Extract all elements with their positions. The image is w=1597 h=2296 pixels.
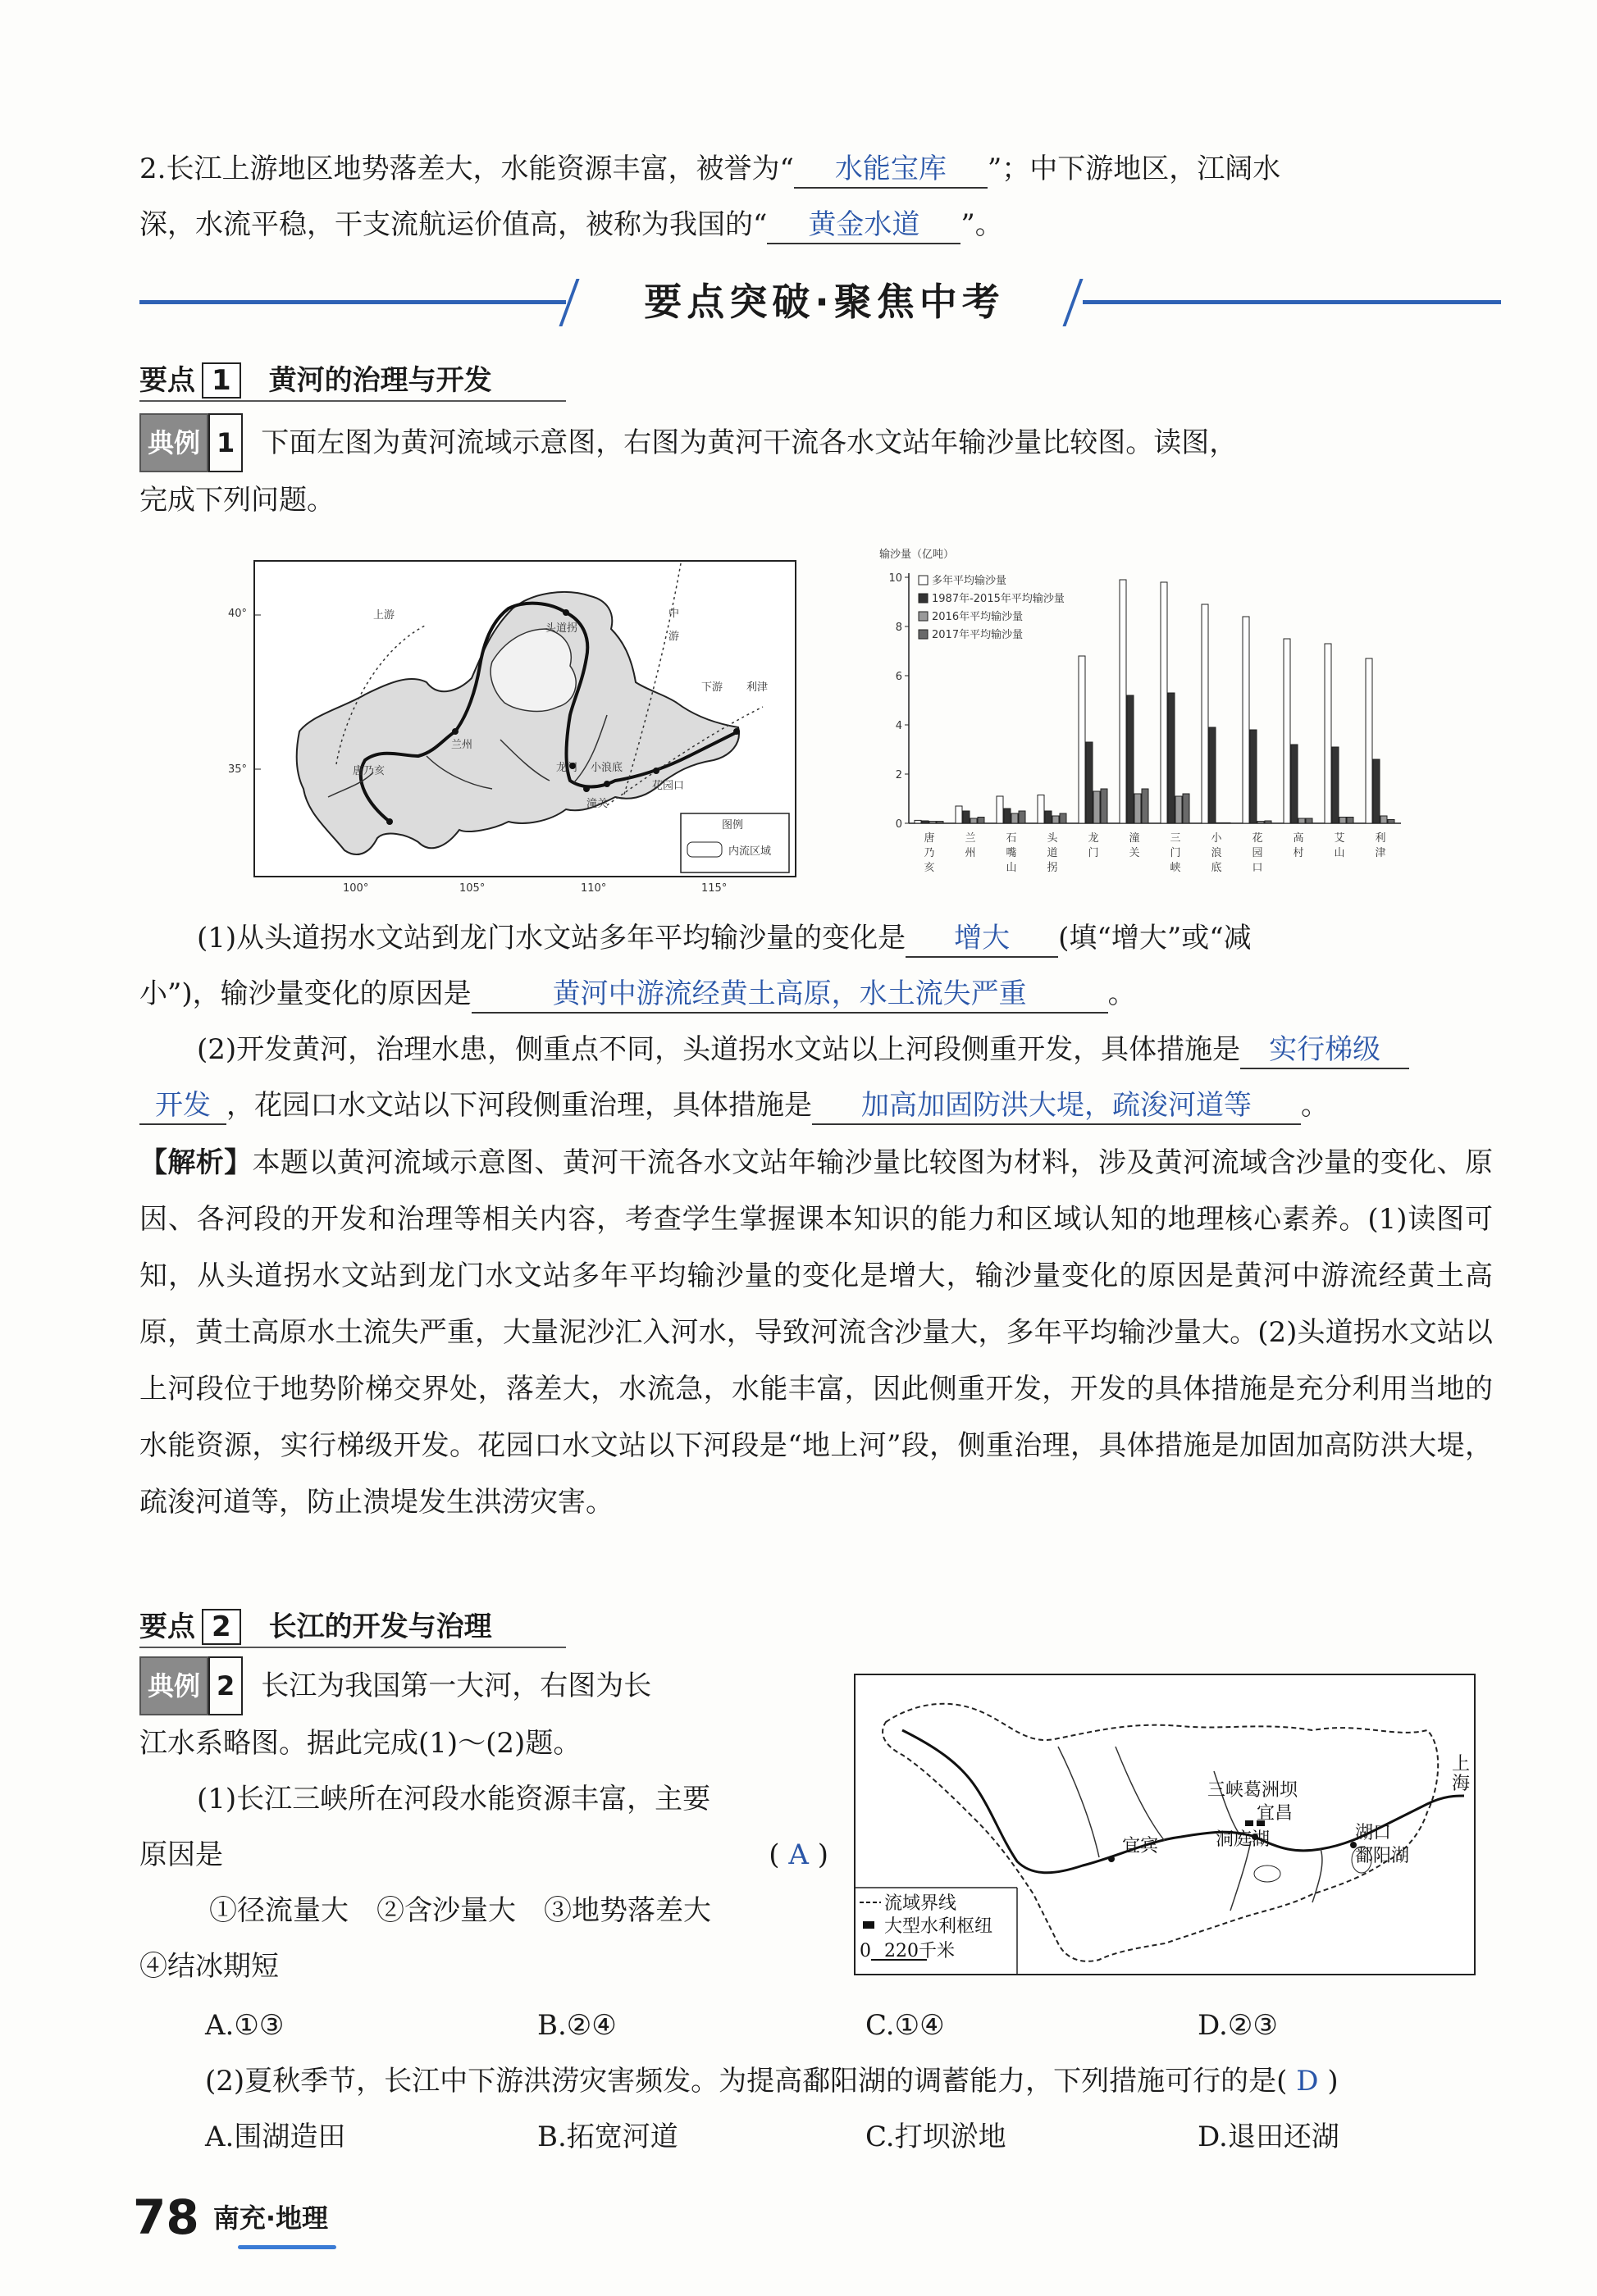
station-dot	[563, 609, 569, 616]
choice-answer-value[interactable]: D	[1296, 2065, 1319, 2098]
legend-label: 1987年-2015年平均输沙量	[932, 593, 1065, 605]
reach-label-middle: 中	[668, 608, 680, 620]
bar	[1079, 656, 1085, 823]
bar	[1168, 693, 1175, 823]
bar	[1161, 582, 1167, 823]
station-label: 唐乃亥	[353, 765, 386, 777]
bar	[1332, 747, 1339, 823]
category-label: 津	[1375, 847, 1386, 859]
lon-label: 115°	[701, 882, 728, 895]
city-dot	[1108, 1856, 1115, 1862]
review-question-2: 2.长江上游地区地势落差大，水能资源丰富，被誉为“ 水能宝库 ”；中下游地区，江阔水 深，水流平稳，干支流航运价值高，被称为我国的“ 黄金水道 ”。	[139, 141, 1493, 253]
choice-answer: ( D )	[1276, 2065, 1339, 2098]
legend-label: 2017年平均输沙量	[932, 629, 1024, 641]
bar	[997, 796, 1003, 823]
scale-zero: 0	[860, 1941, 871, 1961]
bar	[1038, 795, 1044, 824]
category-label: 门	[1170, 847, 1181, 859]
legend-swatch	[919, 594, 928, 603]
category-label: 山	[1334, 847, 1345, 859]
option-a[interactable]: A.①③	[205, 2009, 285, 2042]
analysis-label: 【解析】	[139, 1146, 253, 1179]
bar	[1086, 742, 1093, 823]
y-tick-label: 0	[895, 818, 902, 831]
reach-label-lower: 下游	[701, 681, 723, 694]
example-1-question-2: (2)开发黄河，治理水患，侧重点不同，头道拐水文站以上河段侧重开发，具体措施是 实行梯级 开发 ，花园口水文站以下河段侧重治理，具体措施是 加高加固防洪大堤，疏浚河道等 。	[139, 1022, 1493, 1133]
example-1-question-1: (1)从头道拐水文站到龙门水文站多年平均输沙量的变化是 增大 (填“增大”或“减 小”)，输沙量变化的原因是 黄河中游流经黄土高原，水土流失严重 。	[139, 910, 1493, 1022]
place-label: 宜昌	[1257, 1803, 1294, 1824]
bar	[922, 821, 929, 823]
bar	[1284, 639, 1290, 823]
bar	[1093, 791, 1100, 823]
station-dot	[386, 818, 393, 825]
bar	[1209, 727, 1216, 823]
lat-label: 40°	[228, 608, 248, 620]
category-label: 园	[1252, 847, 1263, 859]
category-label: 门	[1088, 847, 1099, 859]
bar	[1257, 822, 1264, 823]
example-number: 1	[208, 413, 243, 472]
sediment-bar-chart	[878, 544, 1411, 889]
station-dot	[452, 728, 459, 735]
answer-blank[interactable]: 实行梯级	[1240, 1032, 1409, 1069]
option-d[interactable]: D.退田还湖	[1198, 2121, 1339, 2153]
station-label: 潼关	[586, 798, 609, 810]
page-number: 78	[133, 2189, 199, 2245]
bar	[1101, 789, 1107, 823]
bar	[1175, 796, 1182, 823]
place-label: 湖口	[1355, 1823, 1392, 1843]
category-label: 头	[1047, 832, 1058, 845]
answer-blank[interactable]: 水能宝库	[794, 151, 988, 189]
category-label: 州	[965, 847, 976, 859]
bar	[1216, 822, 1223, 823]
station-dot	[604, 781, 610, 787]
lon-label: 110°	[581, 882, 607, 895]
station-label: 头道拐	[545, 622, 578, 635]
bar	[956, 806, 962, 823]
bar	[1019, 811, 1025, 823]
place-label: 上	[1452, 1754, 1471, 1774]
answer-blank[interactable]: 黄金水道	[767, 207, 960, 244]
bar	[1052, 816, 1059, 823]
bar	[1373, 759, 1380, 823]
legend-title: 图例	[722, 819, 744, 831]
place-label: 宜宾	[1122, 1836, 1159, 1856]
y-tick-label: 8	[895, 622, 902, 634]
banner-title: 要点突破·聚焦中考	[644, 280, 1005, 324]
option-b[interactable]: B.②④	[537, 2009, 617, 2042]
bar	[1250, 730, 1257, 823]
place-label: 洞庭湖	[1216, 1829, 1271, 1850]
answer-blank[interactable]: 增大	[906, 920, 1058, 958]
category-label: 艾	[1334, 832, 1345, 845]
reach-label-upper: 上游	[373, 609, 395, 622]
y-tick-label: 2	[895, 769, 902, 781]
key-point-1-heading: 要点 1 黄河的治理与开发	[139, 364, 492, 397]
legend-label: 流域界线	[884, 1893, 957, 1914]
station-dot	[583, 786, 590, 792]
legend-label: 2016年平均输沙量	[932, 611, 1024, 623]
example-2-question-2: (2)夏秋季节，长江中下游洪涝灾害频发。为提高鄱阳湖的调蓄能力，下列措施可行的是( D )	[205, 2065, 1339, 2098]
key-point-number: 2	[202, 1609, 241, 1645]
bar	[1380, 816, 1387, 823]
kp1-underline	[139, 400, 566, 402]
category-label: 三	[1170, 832, 1181, 845]
bar	[1243, 617, 1249, 823]
option-a[interactable]: A.围湖造田	[205, 2121, 346, 2153]
bar	[1142, 789, 1148, 823]
answer-blank[interactable]: 黄河中游流经黄土高原，水土流失严重	[472, 976, 1108, 1014]
bar	[978, 818, 984, 824]
answer-blank[interactable]: 加高加固防洪大堤，疏浚河道等	[812, 1087, 1301, 1125]
dam-marker	[1245, 1820, 1253, 1826]
option-d[interactable]: D.②③	[1198, 2009, 1278, 2042]
lat-label: 35°	[228, 763, 248, 776]
legend-label: 内流区域	[728, 845, 772, 858]
legend-swatch	[919, 630, 928, 639]
station-label: 利津	[746, 681, 769, 694]
example-tag: 典例	[139, 1656, 208, 1715]
legend-label: 多年平均输沙量	[932, 575, 1007, 587]
category-label: 唐	[924, 832, 935, 845]
station-label: 小浪底	[591, 762, 623, 774]
key-point-number: 1	[202, 362, 241, 399]
category-label: 拐	[1047, 862, 1058, 874]
reach-label-middle: 游	[668, 631, 680, 643]
category-label: 龙	[1088, 832, 1099, 845]
bar	[1134, 794, 1141, 823]
banner-line-left	[139, 300, 566, 304]
bar	[1004, 809, 1011, 823]
category-label: 峡	[1170, 862, 1181, 874]
category-label: 村	[1293, 847, 1304, 859]
category-label: 山	[1006, 862, 1017, 874]
key-point-2-heading: 要点 2 长江的开发与治理	[139, 1610, 492, 1643]
category-label: 道	[1047, 847, 1058, 859]
y-tick-label: 4	[895, 720, 902, 732]
category-label: 潼	[1129, 832, 1140, 845]
bar	[1291, 745, 1298, 823]
category-label: 利	[1375, 832, 1386, 845]
option-c[interactable]: C.打坝淤地	[865, 2121, 1006, 2153]
bar	[1224, 822, 1230, 823]
section-banner	[139, 276, 1501, 328]
bar	[1045, 811, 1052, 823]
station-dot	[733, 728, 740, 735]
page-footer	[133, 2189, 328, 2245]
station-label: 花园口	[652, 780, 685, 792]
bar	[929, 822, 936, 823]
bar	[915, 820, 921, 823]
bar	[963, 811, 970, 823]
bar	[1298, 818, 1305, 823]
choice-answer-value[interactable]: A	[788, 1838, 809, 1871]
example-number: 2	[208, 1656, 243, 1715]
chart-ylabel: 输沙量（亿吨）	[879, 549, 955, 561]
bar	[1366, 658, 1372, 823]
lon-label: 105°	[459, 882, 486, 895]
place-label: 海	[1452, 1774, 1471, 1794]
station-label: 龙门	[556, 762, 578, 774]
category-label: 乃	[924, 847, 935, 859]
category-label: 底	[1211, 862, 1222, 874]
category-label: 嘴	[1006, 847, 1017, 859]
place-label: 鄱阳湖	[1355, 1846, 1410, 1866]
option-c[interactable]: C.①④	[865, 2009, 945, 2042]
bar	[1202, 604, 1208, 823]
bar	[1011, 813, 1018, 823]
category-label: 亥	[924, 862, 935, 874]
category-label: 小	[1211, 832, 1222, 845]
bar	[1060, 813, 1066, 823]
bar	[1127, 695, 1134, 823]
bar	[1183, 794, 1189, 823]
legend-swatch	[919, 576, 928, 585]
example-tag: 典例	[139, 413, 208, 472]
dongting-lake	[1254, 1866, 1280, 1882]
bar	[1347, 818, 1353, 824]
scale-label: 220千米	[884, 1941, 955, 1961]
category-label: 花	[1252, 832, 1263, 845]
station-dot	[653, 768, 659, 774]
banner-line-right	[1083, 300, 1501, 304]
answer-blank[interactable]: 开发	[139, 1087, 226, 1125]
y-tick-label: 10	[888, 572, 902, 585]
legend-swatch	[687, 842, 722, 857]
y-tick-label: 6	[895, 671, 902, 683]
example-1-analysis: 【解析】本题以黄河流域示意图、黄河干流各水文站年输沙量比较图为材料，涉及黄河流域含沙量的变化、原因、各河段的开发和治理等相关内容，考查学生掌握课本知识的能力和区域认知的地理核心素养。(1)读图可知，从头道拐水文站到龙门水文站多年平均输沙量的变化是增大，输沙量变化的原因是黄河中游流经黄土高原，黄土高原水土流失严重，大量泥沙汇入河水，导致河流含沙量大，多年平均输沙量大。(2)头道拐水文站以上河段位于地势阶梯交界处，落差大，水流急，水能丰富，因此侧重开发，开发的具体措施是充分利用当地的水能资源，实行梯级开发。花园口水文站以下河段是“地上河”段，侧重治理，具体措施是加固加高防洪大堤，疏浚河道等，防止溃堤发生洪涝灾害。	[139, 1146, 1494, 1519]
category-label: 关	[1129, 847, 1140, 859]
legend-swatch	[919, 612, 928, 621]
category-label: 石	[1006, 832, 1017, 845]
footer-text: 南充·地理	[212, 2203, 328, 2234]
footer-accent-line	[238, 2245, 336, 2249]
yellow-river-map	[221, 551, 812, 895]
choice-answer: ( A )	[769, 1838, 828, 1871]
category-label: 浪	[1211, 847, 1222, 859]
example-1-intro: 典例 1 下面左图为黄河流域示意图，右图为黄河干流各水文站年输沙量比较图。读图， 完成下列问题。	[139, 413, 1493, 528]
bar	[1388, 820, 1394, 824]
category-label: 高	[1293, 832, 1304, 845]
bar	[1265, 821, 1271, 823]
kp2-underline	[139, 1647, 566, 1648]
legend-dam-symbol	[863, 1921, 874, 1929]
category-label: 兰	[965, 832, 976, 845]
station-label: 兰州	[451, 739, 473, 751]
bar	[1325, 644, 1331, 823]
lon-label: 100°	[343, 882, 369, 895]
bar	[970, 818, 977, 823]
place-label: 三峡葛洲坝	[1207, 1780, 1298, 1801]
example-2-intro: 典例 2 长江为我国第一大河，右图为长 江水系略图。据此完成(1)～(2)题。 (1)长江三峡所在河段水能资源丰富，主要 原因是 ( A ) ①径流量大 ②含沙量大 ③地势落差大 ④结冰期短	[139, 1656, 828, 1994]
bar	[937, 822, 943, 823]
bar	[1120, 580, 1126, 823]
option-b[interactable]: B.拓宽河道	[537, 2121, 678, 2153]
bar	[1339, 818, 1346, 824]
yangtze-river-map	[853, 1673, 1476, 1976]
legend-label: 大型水利枢纽	[884, 1916, 993, 1937]
bar	[1306, 818, 1312, 823]
category-label: 口	[1252, 862, 1263, 874]
